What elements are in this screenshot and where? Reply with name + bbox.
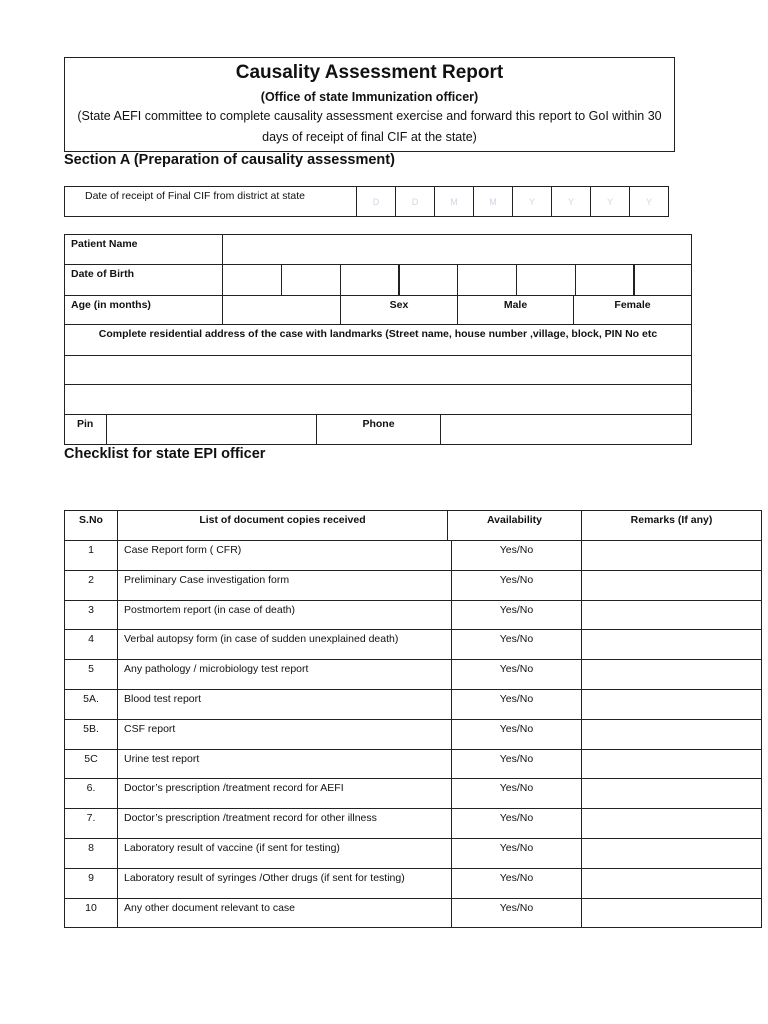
receipt-date-digit-box[interactable]: M	[473, 186, 513, 217]
sex-option-male[interactable]: Male	[457, 295, 574, 325]
row-sno: 1	[64, 540, 118, 571]
dob-digit-box[interactable]	[222, 264, 282, 296]
row-document: Laboratory result of syringes /Other drugs (if sent for testing)	[117, 868, 452, 899]
row-sno: 3	[64, 600, 118, 630]
row-availability[interactable]: Yes/No	[451, 570, 582, 601]
row-remarks-field[interactable]	[581, 540, 762, 571]
row-remarks-field[interactable]	[581, 719, 762, 750]
dob-digit-box[interactable]	[516, 264, 576, 296]
row-availability[interactable]: Yes/No	[451, 659, 582, 690]
row-availability[interactable]: Yes/No	[451, 778, 582, 809]
row-document: Case Report form ( CFR)	[117, 540, 452, 571]
row-remarks-field[interactable]	[581, 778, 762, 809]
section-a-heading: Section A (Preparation of causality assessment)	[64, 152, 395, 168]
row-sno: 4	[64, 629, 118, 660]
column-header-document: List of document copies received	[117, 510, 448, 541]
row-document: Laboratory result of vaccine (if sent for testing)	[117, 838, 452, 869]
row-sno: 5A.	[64, 689, 118, 720]
dob-digit-box[interactable]	[340, 264, 400, 296]
age-label: Age (in months)	[64, 295, 223, 325]
dob-digit-box[interactable]	[398, 264, 458, 296]
row-document: Preliminary Case investigation form	[117, 570, 452, 601]
pin-field[interactable]	[106, 414, 317, 445]
row-sno: 5B.	[64, 719, 118, 750]
report-instructions: (State AEFI committee to complete causality assessment exercise and forward this report to GoI within 30 days of receipt of final CIF at the state)	[77, 109, 662, 144]
column-header-remarks: Remarks (If any)	[581, 510, 762, 541]
column-header-availability: Availability	[447, 510, 582, 541]
row-remarks-field[interactable]	[581, 868, 762, 899]
dob-digit-box[interactable]	[281, 264, 341, 296]
receipt-date-digit-box[interactable]: Y	[590, 186, 630, 217]
row-document: Any pathology / microbiology test report	[117, 659, 452, 690]
row-availability[interactable]: Yes/No	[451, 898, 582, 928]
report-subtitle: (Office of state Immunization officer)	[260, 90, 479, 104]
row-sno: 10	[64, 898, 118, 928]
row-remarks-field[interactable]	[581, 689, 762, 720]
row-availability[interactable]: Yes/No	[451, 540, 582, 571]
phone-field[interactable]	[440, 414, 692, 445]
receipt-date-label: Date of receipt of Final CIF from district at state	[64, 186, 357, 217]
receipt-date-digit-box[interactable]: Y	[551, 186, 591, 217]
row-sno: 9	[64, 868, 118, 899]
row-availability[interactable]: Yes/No	[451, 600, 582, 630]
row-document: Blood test report	[117, 689, 452, 720]
row-document: CSF report	[117, 719, 452, 750]
address-label: Complete residential address of the case with landmarks (Street name, house number ,village, block, PIN No etc	[64, 324, 692, 356]
row-document: Doctor’s prescription /treatment record for other illness	[117, 808, 452, 839]
row-sno: 8	[64, 838, 118, 869]
sex-option-female[interactable]: Female	[573, 295, 692, 325]
row-remarks-field[interactable]	[581, 808, 762, 839]
row-remarks-field[interactable]	[581, 749, 762, 779]
report-title: Causality Assessment Report	[235, 62, 504, 83]
receipt-date-digit-box[interactable]: M	[434, 186, 474, 217]
receipt-date-digit-box[interactable]: Y	[512, 186, 552, 217]
row-document: Any other document relevant to case	[117, 898, 452, 928]
row-remarks-field[interactable]	[581, 659, 762, 690]
row-sno: 5C	[64, 749, 118, 779]
address-line-2[interactable]	[64, 384, 692, 415]
row-remarks-field[interactable]	[581, 600, 762, 630]
row-sno: 5	[64, 659, 118, 690]
report-header-box	[64, 57, 675, 152]
receipt-date-digit-box[interactable]: Y	[629, 186, 669, 217]
row-sno: 6.	[64, 778, 118, 809]
row-availability[interactable]: Yes/No	[451, 689, 582, 720]
row-sno: 2	[64, 570, 118, 601]
receipt-date-digit-box[interactable]: D	[395, 186, 435, 217]
row-availability[interactable]: Yes/No	[451, 629, 582, 660]
dob-label: Date of Birth	[64, 264, 223, 296]
row-remarks-field[interactable]	[581, 838, 762, 869]
checklist-heading: Checklist for state EPI officer	[64, 446, 266, 462]
row-availability[interactable]: Yes/No	[451, 749, 582, 779]
row-availability[interactable]: Yes/No	[451, 868, 582, 899]
row-document: Verbal autopsy form (in case of sudden unexplained death)	[117, 629, 452, 660]
dob-digit-box[interactable]	[457, 264, 517, 296]
row-remarks-field[interactable]	[581, 570, 762, 601]
receipt-date-digit-box[interactable]: D	[356, 186, 396, 217]
age-field[interactable]	[222, 295, 341, 325]
row-remarks-field[interactable]	[581, 629, 762, 660]
address-line-1[interactable]	[64, 355, 692, 385]
row-availability[interactable]: Yes/No	[451, 838, 582, 869]
column-header-sno: S.No	[64, 510, 118, 541]
row-availability[interactable]: Yes/No	[451, 719, 582, 750]
pin-label: Pin	[64, 414, 107, 445]
patient-name-label: Patient Name	[64, 234, 223, 265]
phone-label: Phone	[316, 414, 441, 445]
row-document: Doctor’s prescription /treatment record for AEFI	[117, 778, 452, 809]
dob-digit-box[interactable]	[633, 264, 692, 296]
row-sno: 7.	[64, 808, 118, 839]
row-availability[interactable]: Yes/No	[451, 808, 582, 839]
patient-name-field[interactable]	[222, 234, 692, 265]
sex-label: Sex	[340, 295, 458, 325]
row-remarks-field[interactable]	[581, 898, 762, 928]
dob-digit-box[interactable]	[575, 264, 635, 296]
row-document: Postmortem report (in case of death)	[117, 600, 452, 630]
row-document: Urine test report	[117, 749, 452, 779]
